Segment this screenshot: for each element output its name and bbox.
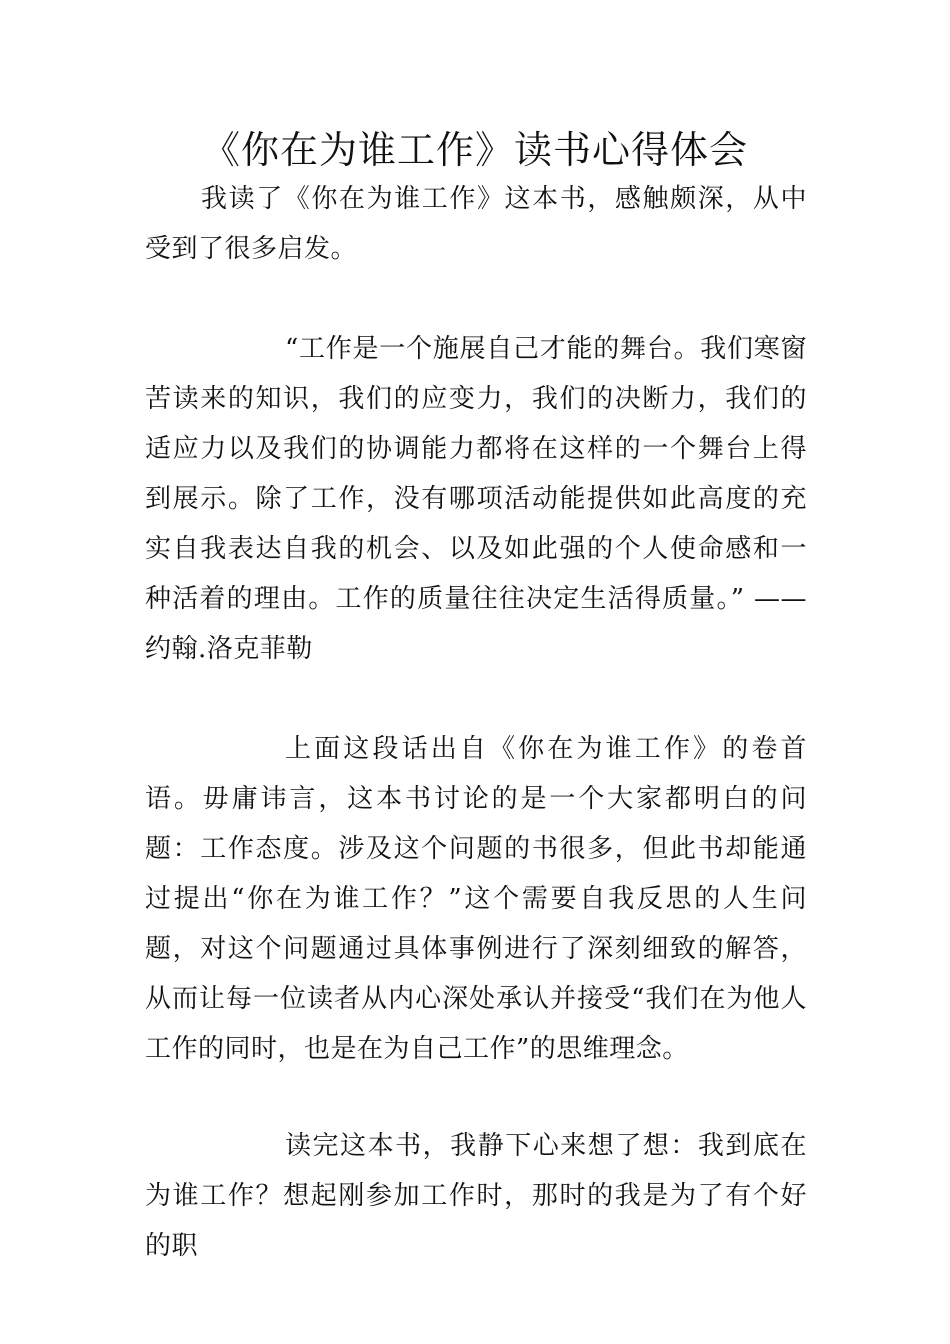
commentary-paragraph: 上面这段话出自《你在为谁工作》的卷首语。毋庸讳言，这本书讨论的是一个大家都明白的问题：工作态度。涉及这个问题的书很多，但此书却能通过提出“你在为谁工作？”这个需要自我反思的人生问题，对这个问题通过具体事例进行了深刻细致的解答，从而让每一位读者从内心深处承认并接受“我们在为他人工作的同时，也是在为自己工作”的思维理念。 [145, 734, 807, 1064]
quote-paragraph: “工作是一个施展自己才能的舞台。我们寒窗苦读来的知识，我们的应变力，我们的决断力，我们的适应力以及我们的协调能力都将在这样的一个舞台上得到展示。除了工作，没有哪项活动能提供如此高度的充实自我表达自我的机会、以及如此强的个人使命感和一种活着的理由。工作的质量往往决定生活得质量。” ——约翰.洛克菲勒 [145, 334, 807, 664]
intro-paragraph: 我读了《你在为谁工作》这本书，感触颇深，从中受到了很多启发。 [145, 184, 807, 264]
document-title: 《你在为谁工作》读书心得体会 [201, 128, 748, 172]
reflection-paragraph: 读完这本书，我静下心来想了想：我到底在为谁工作？想起刚参加工作时，那时的我是为了有个好的职 [145, 1131, 807, 1261]
